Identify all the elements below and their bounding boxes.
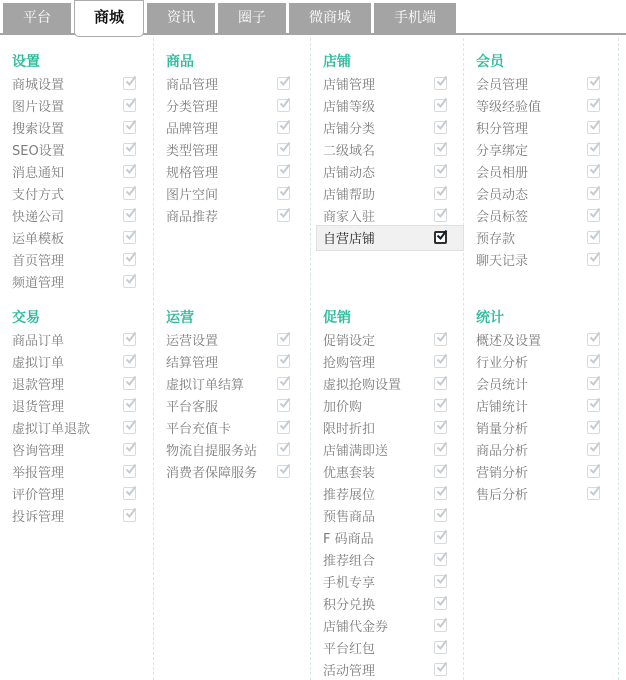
checkbox-checked-icon[interactable] bbox=[434, 333, 447, 346]
menu-item-label: 品牌管理 bbox=[166, 121, 219, 137]
checkbox-checked-icon[interactable] bbox=[434, 165, 447, 178]
section-title: 统计 bbox=[476, 310, 504, 326]
checkbox-checked-icon[interactable] bbox=[123, 333, 136, 346]
menu-item[interactable] bbox=[476, 226, 600, 248]
section-goods bbox=[166, 38, 310, 294]
checkbox-checked-icon[interactable] bbox=[434, 443, 447, 456]
checkbox-checked-icon[interactable] bbox=[434, 121, 447, 134]
menu-item[interactable] bbox=[476, 460, 600, 482]
menu-item[interactable] bbox=[12, 204, 136, 226]
menu-item[interactable] bbox=[476, 350, 600, 372]
menu-item-label: 优惠套装 bbox=[323, 465, 376, 481]
menu-item-label: 店铺代金券 bbox=[323, 619, 389, 635]
checkbox-checked-icon[interactable] bbox=[587, 187, 600, 200]
section-statistics bbox=[476, 294, 618, 504]
checkbox-checked-icon[interactable] bbox=[587, 209, 600, 222]
checkbox-checked-icon[interactable] bbox=[434, 209, 447, 222]
menu-item-label: 店铺动态 bbox=[323, 165, 376, 181]
menu-item[interactable] bbox=[323, 636, 447, 658]
section-title: 会员 bbox=[476, 54, 504, 70]
checkbox-checked-icon[interactable] bbox=[277, 143, 290, 156]
menu-item[interactable] bbox=[476, 138, 600, 160]
menu-item-label: 加价购 bbox=[323, 399, 363, 415]
menu-item-label: 首页管理 bbox=[12, 253, 65, 269]
checkbox-checked-icon[interactable] bbox=[434, 355, 447, 368]
menu-item-label: 二级域名 bbox=[323, 143, 376, 159]
menu-item-label: 咨询管理 bbox=[12, 443, 65, 459]
checkbox-checked-icon[interactable] bbox=[277, 209, 290, 222]
menu-item-label: 行业分析 bbox=[476, 355, 529, 371]
checkbox-checked-icon[interactable] bbox=[587, 231, 600, 244]
menu-item[interactable] bbox=[476, 94, 600, 116]
menu-item[interactable] bbox=[12, 138, 136, 160]
checkbox-checked-icon[interactable] bbox=[123, 143, 136, 156]
menu-item-label: 商城设置 bbox=[12, 77, 65, 93]
checkbox-checked-icon[interactable] bbox=[434, 465, 447, 478]
menu-item[interactable] bbox=[166, 372, 290, 394]
menu-item[interactable] bbox=[166, 116, 290, 138]
menu-item[interactable] bbox=[12, 226, 136, 248]
menu-item[interactable] bbox=[323, 182, 447, 204]
menu-item-label: 会员标签 bbox=[476, 209, 529, 225]
checkbox-checked-icon[interactable] bbox=[123, 121, 136, 134]
checkbox-checked-icon[interactable] bbox=[587, 399, 600, 412]
menu-item-label: 会员动态 bbox=[476, 187, 529, 203]
menu-item-label: 概述及设置 bbox=[476, 333, 542, 349]
checkbox-checked-icon[interactable] bbox=[587, 443, 600, 456]
checkbox-checked-icon[interactable] bbox=[434, 641, 447, 654]
checkbox-checked-icon[interactable] bbox=[123, 465, 136, 478]
menu-item[interactable] bbox=[12, 504, 136, 526]
menu-item[interactable] bbox=[166, 182, 290, 204]
menu-item-label: 快递公司 bbox=[12, 209, 65, 225]
checkbox-checked-icon[interactable] bbox=[434, 399, 447, 412]
checkbox-checked-icon[interactable] bbox=[123, 421, 136, 434]
menu-item[interactable] bbox=[323, 372, 447, 394]
menu-item[interactable] bbox=[323, 72, 447, 94]
checkbox-checked-icon[interactable] bbox=[123, 209, 136, 222]
checkbox-checked-icon[interactable] bbox=[434, 663, 447, 676]
checkbox-checked-icon[interactable] bbox=[123, 399, 136, 412]
menu-item[interactable] bbox=[476, 438, 600, 460]
checkbox-checked-icon[interactable] bbox=[587, 99, 600, 112]
menu-item[interactable] bbox=[323, 614, 447, 636]
menu-item-label: 预售商品 bbox=[323, 509, 376, 525]
menu-item-label: 商品推荐 bbox=[166, 209, 219, 225]
menu-item-label: 分享绑定 bbox=[476, 143, 529, 159]
menu-item-label: 商品分析 bbox=[476, 443, 529, 459]
checkbox-checked-icon[interactable] bbox=[434, 377, 447, 390]
menu-item[interactable] bbox=[166, 394, 290, 416]
section-title: 设置 bbox=[12, 54, 40, 70]
section-item-list bbox=[323, 72, 463, 248]
menu-item-label: 运营设置 bbox=[166, 333, 219, 349]
checkbox-checked-icon[interactable] bbox=[123, 377, 136, 390]
menu-item[interactable] bbox=[476, 394, 600, 416]
menu-item[interactable] bbox=[323, 482, 447, 504]
section-settings bbox=[12, 38, 153, 294]
checkbox-checked-icon[interactable] bbox=[587, 465, 600, 478]
menu-item-label: 积分兑换 bbox=[323, 597, 376, 613]
checkbox-checked-icon[interactable] bbox=[434, 143, 447, 156]
checkbox-checked-icon[interactable] bbox=[123, 165, 136, 178]
checkbox-checked-icon[interactable] bbox=[123, 355, 136, 368]
checkbox-checked-icon[interactable] bbox=[123, 187, 136, 200]
checkbox-checked-icon[interactable] bbox=[277, 377, 290, 390]
menu-item-label: 会员管理 bbox=[476, 77, 529, 93]
menu-item[interactable] bbox=[12, 72, 136, 94]
menu-item[interactable] bbox=[323, 160, 447, 182]
checkbox-checked-icon[interactable] bbox=[123, 509, 136, 522]
menu-item[interactable] bbox=[476, 248, 600, 270]
section-member bbox=[476, 38, 618, 294]
menu-item-label: 消费者保障服务 bbox=[166, 465, 258, 481]
menu-item-label: 推荐组合 bbox=[323, 553, 376, 569]
menu-item[interactable] bbox=[12, 372, 136, 394]
checkbox-checked-icon[interactable] bbox=[277, 465, 290, 478]
menu-item-label: 频道管理 bbox=[12, 275, 65, 291]
menu-item[interactable] bbox=[323, 226, 447, 248]
menu-item-label: 促销设定 bbox=[323, 333, 376, 349]
checkbox-checked-icon[interactable] bbox=[434, 553, 447, 566]
menu-item[interactable] bbox=[476, 182, 600, 204]
section-item-list bbox=[12, 72, 153, 292]
checkbox-checked-icon[interactable] bbox=[434, 421, 447, 434]
menu-item[interactable] bbox=[476, 204, 600, 226]
section-item-list bbox=[12, 328, 153, 526]
menu-item-label: 平台客服 bbox=[166, 399, 219, 415]
checkbox-checked-icon[interactable] bbox=[587, 77, 600, 90]
menu-item-label: 店铺管理 bbox=[323, 77, 376, 93]
menu-item[interactable] bbox=[323, 116, 447, 138]
checkbox-checked-icon[interactable] bbox=[587, 377, 600, 390]
menu-item[interactable] bbox=[323, 504, 447, 526]
tab-micro-mall[interactable]: 微商城 bbox=[289, 3, 371, 33]
menu-item-label: 积分管理 bbox=[476, 121, 529, 137]
menu-item[interactable] bbox=[166, 138, 290, 160]
menu-item-label: 预存款 bbox=[476, 231, 516, 247]
menu-item-label: SEO设置 bbox=[12, 143, 65, 159]
checkbox-checked-icon[interactable] bbox=[123, 99, 136, 112]
checkbox-checked-icon[interactable] bbox=[434, 487, 447, 500]
menu-item[interactable] bbox=[166, 328, 290, 350]
menu-item[interactable] bbox=[166, 204, 290, 226]
section-promotion bbox=[323, 294, 463, 680]
checkbox-checked-icon[interactable] bbox=[434, 531, 447, 544]
menu-item[interactable] bbox=[12, 160, 136, 182]
menu-item-label: 平台红包 bbox=[323, 641, 376, 657]
menu-item-label: 退款管理 bbox=[12, 377, 65, 393]
checkbox-checked-icon[interactable] bbox=[123, 487, 136, 500]
permission-grid bbox=[0, 38, 626, 680]
grid-column bbox=[464, 38, 619, 680]
section-trade bbox=[12, 294, 153, 526]
checkbox-checked-icon[interactable] bbox=[123, 253, 136, 266]
section-title: 运营 bbox=[166, 310, 194, 326]
section-item-list bbox=[166, 328, 310, 482]
menu-item[interactable] bbox=[323, 328, 447, 350]
menu-item[interactable] bbox=[323, 138, 447, 160]
menu-item[interactable] bbox=[323, 570, 447, 592]
section-shop bbox=[323, 38, 463, 294]
menu-item[interactable] bbox=[476, 160, 600, 182]
checkbox-checked-icon[interactable] bbox=[434, 509, 447, 522]
menu-item[interactable] bbox=[12, 460, 136, 482]
menu-item-label: 手机专享 bbox=[323, 575, 376, 591]
checkbox-checked-icon[interactable] bbox=[277, 333, 290, 346]
menu-item[interactable] bbox=[166, 94, 290, 116]
menu-item-label: 虚拟订单结算 bbox=[166, 377, 245, 393]
checkbox-checked-icon[interactable] bbox=[123, 77, 136, 90]
menu-item[interactable] bbox=[166, 72, 290, 94]
section-item-list bbox=[166, 72, 310, 226]
menu-item-label: 推荐展位 bbox=[323, 487, 376, 503]
checkbox-checked-icon[interactable] bbox=[123, 443, 136, 456]
checkbox-checked-icon[interactable] bbox=[434, 99, 447, 112]
menu-item[interactable] bbox=[476, 482, 600, 504]
menu-item-label: 平台充值卡 bbox=[166, 421, 232, 437]
checkbox-checked-icon[interactable] bbox=[277, 399, 290, 412]
checkbox-checked-icon[interactable] bbox=[587, 355, 600, 368]
checkbox-checked-icon[interactable] bbox=[123, 275, 136, 288]
menu-item-label: 会员相册 bbox=[476, 165, 529, 181]
checkbox-checked-icon[interactable] bbox=[587, 165, 600, 178]
menu-item[interactable] bbox=[12, 328, 136, 350]
menu-item[interactable] bbox=[323, 350, 447, 372]
checkbox-checked-icon[interactable] bbox=[434, 77, 447, 90]
checkbox-checked-icon[interactable] bbox=[277, 121, 290, 134]
section-item-list bbox=[476, 328, 618, 504]
section-operation bbox=[166, 294, 310, 482]
checkbox-checked-icon[interactable] bbox=[277, 421, 290, 434]
checkbox-checked-icon[interactable] bbox=[434, 597, 447, 610]
menu-item[interactable] bbox=[12, 94, 136, 116]
menu-item-label: 类型管理 bbox=[166, 143, 219, 159]
checkbox-checked-icon[interactable] bbox=[587, 421, 600, 434]
menu-item[interactable] bbox=[166, 160, 290, 182]
menu-item-label: 评价管理 bbox=[12, 487, 65, 503]
menu-item-label: 图片设置 bbox=[12, 99, 65, 115]
section-title: 商品 bbox=[166, 54, 194, 70]
grid-column bbox=[154, 38, 311, 680]
menu-item-label: 商家入驻 bbox=[323, 209, 376, 225]
menu-item-label: 限时折扣 bbox=[323, 421, 376, 437]
menu-item[interactable] bbox=[323, 658, 447, 680]
menu-item-label: 虚拟订单退款 bbox=[12, 421, 91, 437]
menu-item[interactable] bbox=[12, 350, 136, 372]
section-title: 交易 bbox=[12, 310, 40, 326]
section-title: 店铺 bbox=[323, 54, 351, 70]
menu-item-label: 物流自提服务站 bbox=[166, 443, 258, 459]
menu-item[interactable] bbox=[323, 548, 447, 570]
tab-mobile[interactable]: 手机端 bbox=[374, 3, 456, 33]
tab-mall[interactable]: 商城 bbox=[74, 0, 144, 37]
menu-item-label: 店铺帮助 bbox=[323, 187, 376, 203]
tab-news[interactable]: 资讯 bbox=[147, 3, 215, 33]
menu-item-label: 搜索设置 bbox=[12, 121, 65, 137]
menu-item-label: 支付方式 bbox=[12, 187, 65, 203]
menu-item-label: 售后分析 bbox=[476, 487, 529, 503]
menu-item-label: 商品订单 bbox=[12, 333, 65, 349]
menu-item[interactable] bbox=[12, 482, 136, 504]
menu-item-label: 结算管理 bbox=[166, 355, 219, 371]
menu-item[interactable] bbox=[166, 416, 290, 438]
menu-item-label: 分类管理 bbox=[166, 99, 219, 115]
menu-item-label: 活动管理 bbox=[323, 663, 376, 679]
checkbox-checked-icon[interactable] bbox=[277, 443, 290, 456]
menu-item[interactable] bbox=[323, 94, 447, 116]
menu-item[interactable] bbox=[166, 460, 290, 482]
menu-item[interactable] bbox=[323, 526, 447, 548]
checkbox-checked-icon[interactable] bbox=[587, 487, 600, 500]
menu-item[interactable] bbox=[12, 416, 136, 438]
menu-item-label: 店铺满即送 bbox=[323, 443, 389, 459]
menu-item-label: 会员统计 bbox=[476, 377, 529, 393]
checkbox-checked-icon[interactable] bbox=[277, 77, 290, 90]
checkbox-checked-icon[interactable] bbox=[587, 333, 600, 346]
menu-item-label: 举报管理 bbox=[12, 465, 65, 481]
checkbox-checked-icon[interactable] bbox=[277, 99, 290, 112]
menu-item[interactable] bbox=[323, 394, 447, 416]
checkbox-checked-icon[interactable] bbox=[587, 253, 600, 266]
section-item-list bbox=[476, 72, 618, 270]
menu-item-label: 虚拟抢购设置 bbox=[323, 377, 402, 393]
menu-item[interactable] bbox=[12, 394, 136, 416]
menu-item[interactable] bbox=[12, 438, 136, 460]
menu-item[interactable] bbox=[323, 592, 447, 614]
menu-item-label: 等级经验值 bbox=[476, 99, 542, 115]
checkbox-checked-icon[interactable] bbox=[587, 143, 600, 156]
menu-item-label: 店铺分类 bbox=[323, 121, 376, 137]
menu-item-label: 店铺等级 bbox=[323, 99, 376, 115]
menu-item-label: 抢购管理 bbox=[323, 355, 376, 371]
menu-item-label: 规格管理 bbox=[166, 165, 219, 181]
checkbox-checked-icon[interactable] bbox=[587, 121, 600, 134]
tab-list bbox=[3, 0, 456, 37]
menu-item-label: 商品管理 bbox=[166, 77, 219, 93]
top-tab-bar bbox=[0, 0, 626, 38]
menu-item-label: 投诉管理 bbox=[12, 509, 65, 525]
menu-item-label: 消息通知 bbox=[12, 165, 65, 181]
menu-item[interactable] bbox=[476, 416, 600, 438]
menu-item[interactable] bbox=[323, 204, 447, 226]
menu-item-label: 虚拟订单 bbox=[12, 355, 65, 371]
menu-item[interactable] bbox=[476, 72, 600, 94]
grid-column bbox=[311, 38, 464, 680]
menu-item[interactable] bbox=[12, 270, 136, 292]
menu-item-label: F 码商品 bbox=[323, 531, 374, 547]
menu-item-label: 自营店铺 bbox=[323, 231, 376, 247]
menu-item-label: 退货管理 bbox=[12, 399, 65, 415]
checkbox-checked-icon[interactable] bbox=[277, 187, 290, 200]
menu-item[interactable] bbox=[476, 328, 600, 350]
checkbox-checked-icon[interactable] bbox=[434, 619, 447, 632]
menu-item[interactable] bbox=[166, 350, 290, 372]
menu-item[interactable] bbox=[323, 416, 447, 438]
menu-item[interactable] bbox=[166, 438, 290, 460]
checkbox-checked-icon[interactable] bbox=[123, 231, 136, 244]
menu-item[interactable] bbox=[12, 182, 136, 204]
menu-item[interactable] bbox=[476, 116, 600, 138]
menu-item[interactable] bbox=[12, 116, 136, 138]
menu-item[interactable] bbox=[12, 248, 136, 270]
menu-item-label: 店铺统计 bbox=[476, 399, 529, 415]
menu-item-label: 图片空间 bbox=[166, 187, 219, 203]
section-item-list bbox=[323, 328, 463, 680]
checkbox-checked-icon[interactable] bbox=[434, 187, 447, 200]
checkbox-checked-icon[interactable] bbox=[277, 355, 290, 368]
menu-item-label: 营销分析 bbox=[476, 465, 529, 481]
menu-item[interactable] bbox=[323, 438, 447, 460]
menu-item[interactable] bbox=[323, 460, 447, 482]
checkbox-checked-icon[interactable] bbox=[277, 165, 290, 178]
checkbox-checked-icon[interactable] bbox=[434, 575, 447, 588]
menu-item-label: 运单模板 bbox=[12, 231, 65, 247]
tab-platform[interactable]: 平台 bbox=[3, 3, 71, 33]
section-title: 促销 bbox=[323, 310, 351, 326]
menu-item-label: 聊天记录 bbox=[476, 253, 529, 269]
menu-item[interactable] bbox=[476, 372, 600, 394]
tab-circle[interactable]: 圈子 bbox=[218, 3, 286, 33]
menu-item-label: 销量分析 bbox=[476, 421, 529, 437]
grid-column bbox=[0, 38, 154, 680]
checkbox-checked-icon[interactable] bbox=[434, 231, 447, 244]
